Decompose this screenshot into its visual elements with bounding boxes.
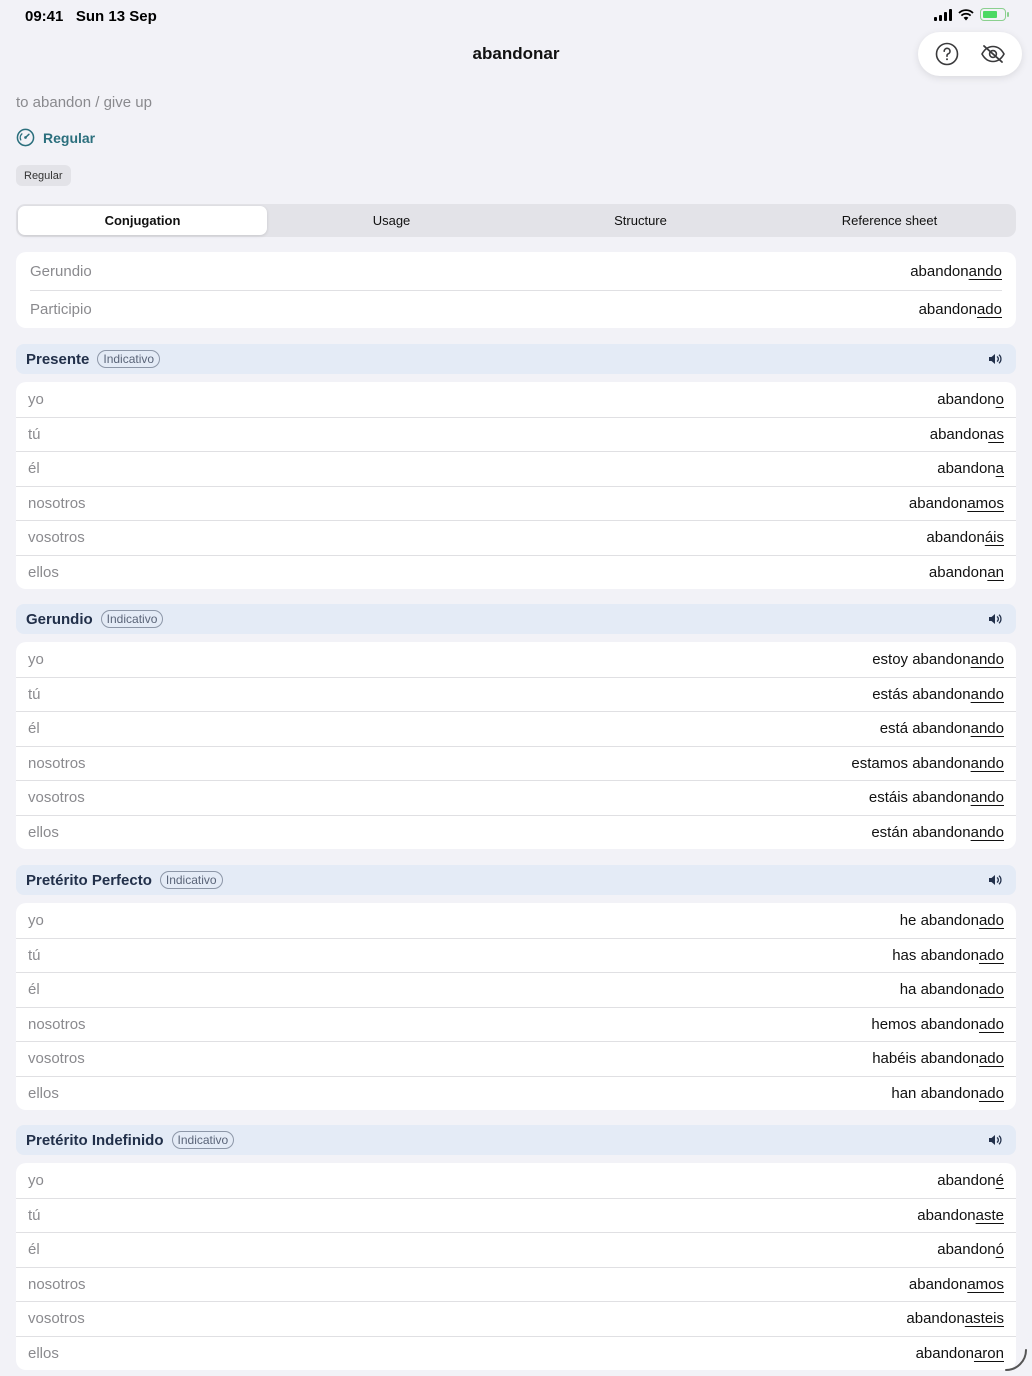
status-icons [934, 8, 1006, 21]
verb-form: abandonó [937, 1241, 1004, 1259]
conjugation-card-preterito-perfecto [16, 903, 1016, 1110]
status-time: 09:41 Sun 13 Sep [25, 8, 157, 25]
section-header-presente [16, 344, 1016, 374]
verb-form: estáis abandonando [868, 789, 1004, 807]
non-finite-forms-card [16, 252, 1016, 328]
pronoun: yo [28, 1171, 44, 1189]
verb-form: abandonasteis [906, 1310, 1004, 1328]
pronoun: ellos [28, 823, 59, 841]
pronoun: ellos [28, 1084, 59, 1102]
pronoun: tú [28, 425, 41, 443]
pronoun: él [28, 1241, 40, 1259]
pronoun: yo [28, 650, 44, 668]
help-button[interactable] [927, 34, 967, 74]
pronoun: nosotros [28, 1015, 86, 1033]
conjugation-row [16, 1007, 1016, 1042]
conjugation-row [16, 451, 1016, 486]
conjugation-card-gerundio [16, 642, 1016, 849]
cellular-signal-icon [934, 9, 952, 21]
pronoun: él [28, 720, 40, 738]
gauge-icon [16, 128, 35, 147]
tab-structure[interactable]: Structure [614, 213, 667, 228]
pronoun: tú [28, 685, 41, 703]
pronoun: él [28, 460, 40, 478]
mood-badge: Indicativo [97, 350, 160, 368]
pronoun: nosotros [28, 494, 86, 512]
verb-form: están abandonando [871, 823, 1004, 841]
form-row-gerundio [16, 252, 1016, 290]
speaker-icon [988, 874, 1003, 886]
verb-form: abandonáis [926, 529, 1004, 547]
conjugation-row [16, 417, 1016, 452]
conjugation-row [16, 972, 1016, 1007]
page-title: abandonar [472, 44, 560, 63]
status-bar [0, 0, 1032, 32]
verb-form: abandonamos [908, 1275, 1004, 1293]
speaker-icon [988, 353, 1003, 365]
verb-form: has abandonado [892, 946, 1004, 964]
verb-form: han abandonado [891, 1084, 1004, 1102]
section-title: Gerundio [26, 610, 93, 628]
pronoun: yo [28, 911, 44, 929]
verb-form: estoy abandonando [872, 650, 1004, 668]
conjugation-row [16, 815, 1016, 850]
eye-slash-icon [980, 44, 1006, 64]
regular-link[interactable] [16, 128, 95, 147]
form-value: abandonando [910, 262, 1002, 280]
play-audio-button[interactable] [984, 1129, 1006, 1151]
pronoun: nosotros [28, 1275, 86, 1293]
verb-form: abandonan [928, 563, 1004, 581]
question-circle-icon [935, 42, 959, 66]
tab-usage[interactable]: Usage [372, 213, 411, 228]
conjugation-row [16, 677, 1016, 712]
verb-form: he abandonado [899, 911, 1004, 929]
form-value: abandonado [918, 301, 1002, 318]
section-header-preterito-perfecto [16, 865, 1016, 895]
pronoun: vosotros [28, 1050, 85, 1068]
conjugation-row [16, 903, 1016, 938]
tab-reference-sheet[interactable]: Reference sheet [841, 213, 938, 228]
pronoun: ellos [28, 1344, 59, 1362]
mood-badge: Indicativo [172, 1131, 235, 1149]
hide-endings-button[interactable] [973, 34, 1013, 74]
wifi-icon [958, 9, 974, 21]
conjugation-card-preterito-indefinido [16, 1163, 1016, 1370]
conjugation-row [16, 1232, 1016, 1267]
conjugation-row [16, 642, 1016, 677]
verb-form: estás abandonando [872, 685, 1004, 703]
pronoun: tú [28, 1206, 41, 1224]
section-title: Presente [26, 350, 90, 368]
tab-conjugation[interactable]: Conjugation [18, 206, 267, 235]
conjugation-row [16, 1267, 1016, 1302]
battery-icon [980, 8, 1006, 21]
pronoun: ellos [28, 563, 59, 581]
conjugation-row [16, 938, 1016, 973]
verb-form: está abandonando [879, 720, 1004, 738]
conjugation-row [16, 520, 1016, 555]
section-title: Pretérito Perfecto [26, 871, 152, 889]
pronoun: vosotros [28, 1310, 85, 1328]
verb-form: ha abandonado [899, 981, 1004, 999]
conjugation-row [16, 1163, 1016, 1198]
mood-badge: Indicativo [160, 871, 223, 889]
verb-form: abandoné [937, 1171, 1004, 1189]
tab-bar [16, 204, 1016, 237]
form-label: Participio [30, 301, 92, 318]
verb-form: habéis abandonado [872, 1050, 1004, 1068]
play-audio-button[interactable] [984, 869, 1006, 891]
play-audio-button[interactable] [984, 348, 1006, 370]
verb-form: abandono [937, 390, 1004, 408]
verb-form: abandonamos [908, 494, 1004, 512]
conjugation-row [16, 382, 1016, 417]
form-label: Gerundio [30, 262, 92, 280]
conjugation-row [16, 746, 1016, 781]
verb-translation: to abandon / give up [16, 94, 152, 111]
conjugation-row [16, 1198, 1016, 1233]
form-row-participio [30, 290, 1002, 328]
verb-form: abandonas [929, 425, 1004, 443]
pronoun: vosotros [28, 529, 85, 547]
conjugation-card-presente [16, 382, 1016, 589]
conjugation-row [16, 1076, 1016, 1111]
pronoun: yo [28, 390, 44, 408]
regular-chip: Regular [16, 165, 71, 186]
conjugation-row [16, 711, 1016, 746]
pronoun: tú [28, 946, 41, 964]
conjugation-row [16, 555, 1016, 590]
conjugation-row [16, 1336, 1016, 1371]
conjugation-row [16, 1301, 1016, 1336]
verb-form: abandona [937, 460, 1004, 478]
pronoun: nosotros [28, 754, 86, 772]
pronoun: él [28, 981, 40, 999]
verb-form: abandonaron [915, 1344, 1004, 1362]
scroll-corner-indicator-icon [1004, 1348, 1028, 1372]
verb-form: abandonaste [917, 1206, 1004, 1224]
nav-actions [918, 32, 1022, 76]
section-header-gerundio [16, 604, 1016, 634]
speaker-icon [988, 613, 1003, 625]
pronoun: vosotros [28, 789, 85, 807]
speaker-icon [988, 1134, 1003, 1146]
conjugation-row [16, 486, 1016, 521]
conjugation-row [16, 780, 1016, 815]
conjugation-row [16, 1041, 1016, 1076]
section-title: Pretérito Indefinido [26, 1131, 164, 1149]
section-header-preterito-indefinido [16, 1125, 1016, 1155]
regular-link-label: Regular [43, 129, 96, 146]
play-audio-button[interactable] [984, 608, 1006, 630]
verb-form: hemos abandonado [871, 1015, 1004, 1033]
mood-badge: Indicativo [101, 610, 164, 628]
verb-form: estamos abandonando [851, 754, 1004, 772]
